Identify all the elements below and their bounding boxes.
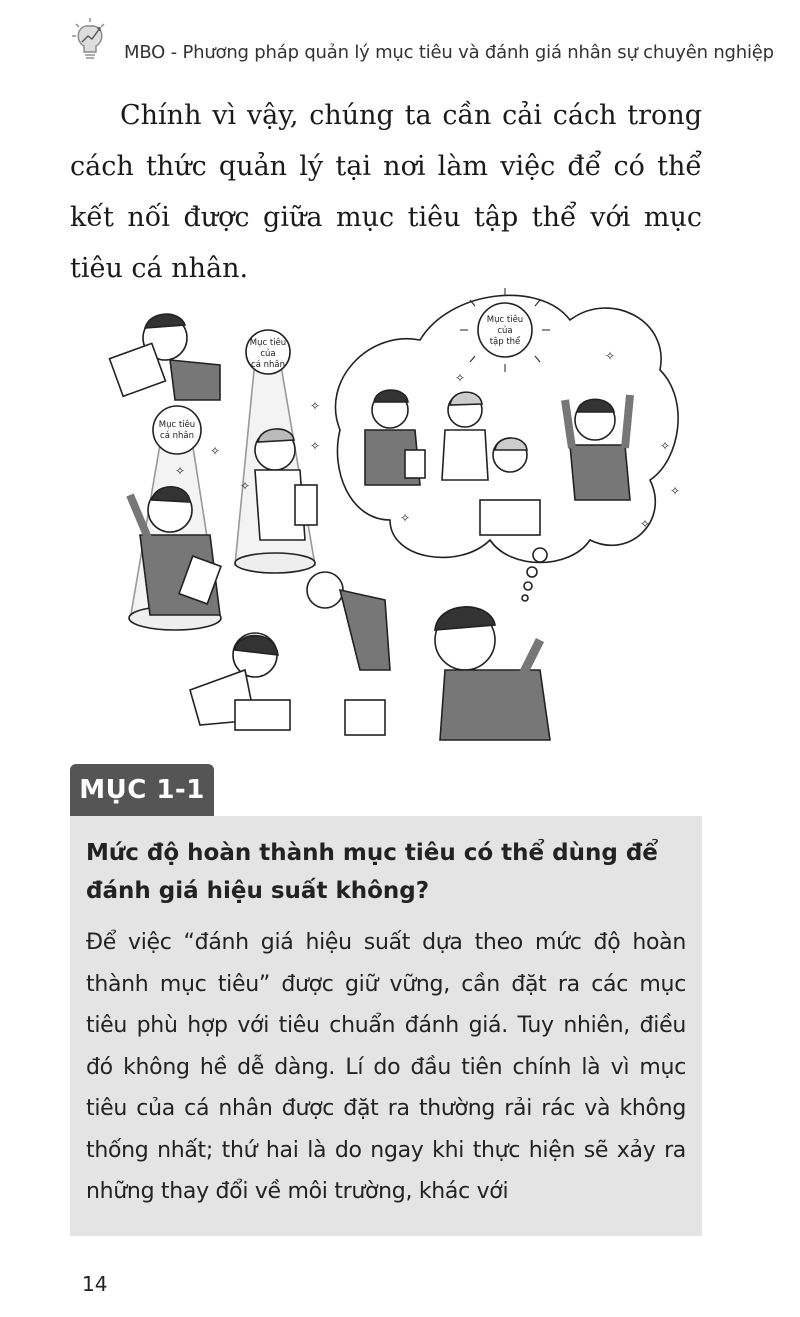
- section-heading: Mức độ hoàn thành mục tiêu có thể dùng để đánh giá hiệu suất không?: [86, 840, 658, 904]
- header-title: MBO - Phương pháp quản lý mục tiêu và đánh giá nhân sự chuyên nghiệp: [124, 42, 774, 63]
- section-body: Để việc “đánh giá hiệu suất dựa theo mức độ hoàn thành mục tiêu” được giữ vững, cần đặt ra các mục tiêu phù hợp với tiêu chuẩn đánh giá. Tuy nhiên, điều đó không hề dễ dàng. Lí do đầu tiên chính là vì mục tiêu của cá nhân được đặt ra thường rải rác và không thống nhất; thứ hai là do ngay khi thực hiện sẽ xảy ra những thay đổi về môi trường, khác với: [86, 930, 686, 1204]
- bubble-collective-line1: Mục tiêu: [486, 315, 524, 325]
- svg-text:✧: ✧: [175, 464, 186, 478]
- bubble-personal-mid-line1: Mục tiêu: [249, 338, 287, 348]
- intro-paragraph: Chính vì vậy, chúng ta cần cải cách trong cách thức quản lý tại nơi làm việc để có thể kết nối được giữa mục tiêu tập thể với mục tiêu cá nhân.: [70, 100, 702, 284]
- bubble-personal-left-line1: Mục tiêu: [158, 420, 196, 430]
- svg-text:✧: ✧: [240, 479, 251, 493]
- bubble-personal-mid-line2: của: [260, 349, 276, 359]
- lightbulb-chart-icon: [70, 16, 116, 62]
- svg-text:✧: ✧: [660, 439, 671, 453]
- svg-text:✧: ✧: [310, 399, 321, 413]
- section-box: [70, 816, 702, 1236]
- page-header: [70, 16, 774, 66]
- bubble-personal-left-line2: cá nhân: [160, 431, 194, 441]
- bubble-collective-line3: tập thể: [489, 337, 521, 347]
- svg-text:✧: ✧: [640, 517, 651, 531]
- section-tag: MỤC 1-1: [70, 764, 214, 816]
- svg-text:✧: ✧: [455, 371, 466, 385]
- svg-text:✧: ✧: [670, 484, 681, 498]
- svg-text:✧: ✧: [400, 511, 411, 525]
- svg-text:✧: ✧: [210, 444, 221, 458]
- bubble-personal-mid-line3: cá nhân: [251, 360, 285, 370]
- svg-text:✧: ✧: [310, 439, 321, 453]
- svg-text:✧: ✧: [605, 349, 616, 363]
- page-number: 14: [82, 1272, 108, 1296]
- office-illustration: [70, 270, 710, 750]
- bubble-collective-line2: của: [497, 326, 513, 336]
